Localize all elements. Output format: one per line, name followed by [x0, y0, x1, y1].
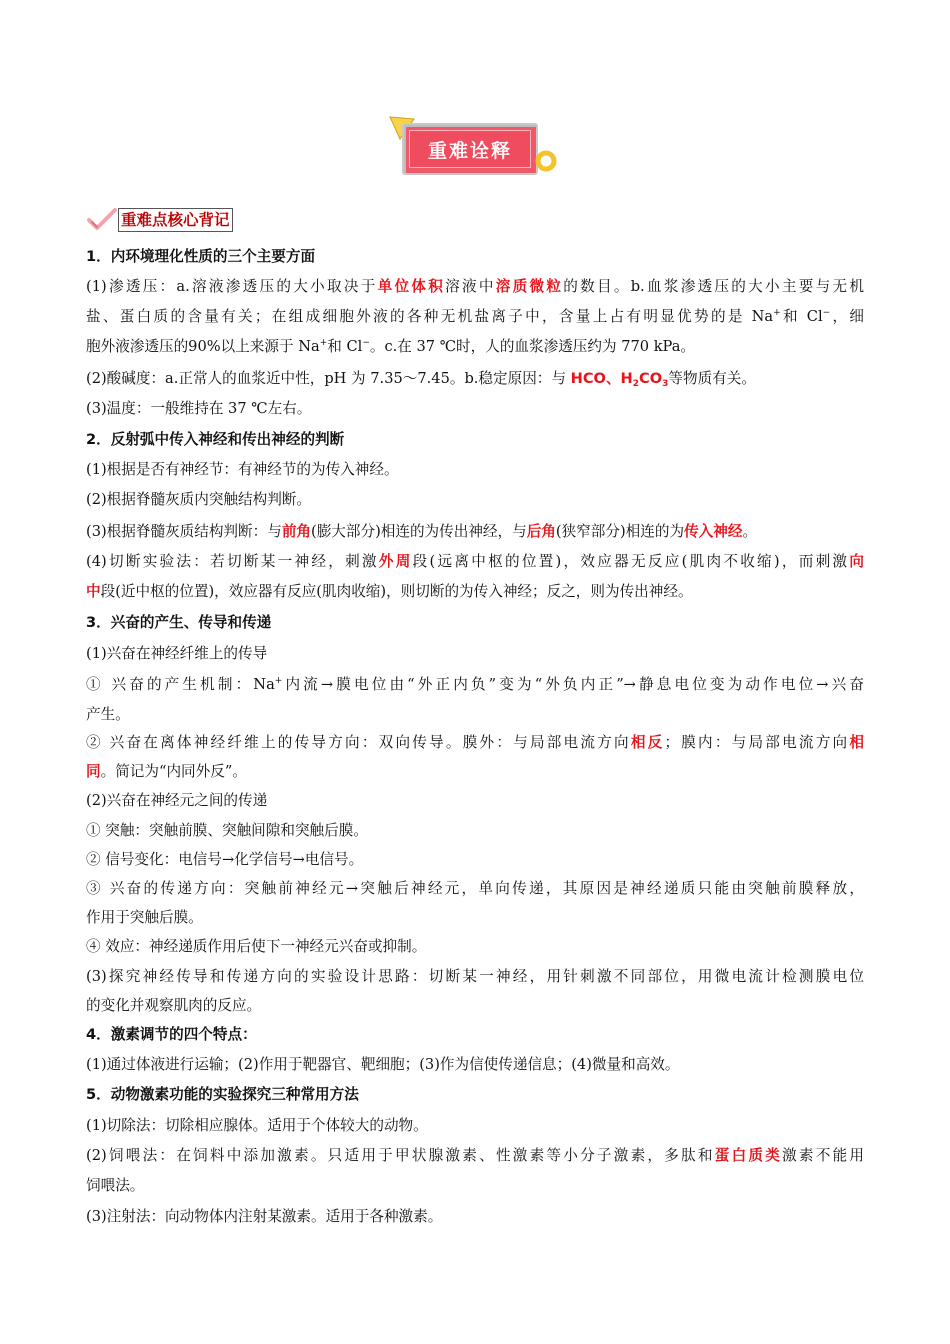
section-heading: [86, 205, 233, 235]
heading-1: 1．内环境理化性质的三个主要方面: [86, 248, 316, 265]
heading-5: 5．动物激素功能的实验探究三种常用方法: [86, 1086, 359, 1103]
para-3-2-2: ② 信号变化：电信号→化学信号→电信号。: [86, 851, 364, 868]
para-2-4: (4)切断实验法：若切断某一神经，刺激外周段(远离中枢的位置)，效应器无反应(肌肉不收缩)，而刺激向: [86, 553, 864, 570]
para-3-1-2-line2: 同。简记为“内同外反”。: [86, 763, 247, 780]
section-banner: [386, 113, 562, 183]
para-3-1-2: ② 兴奋在离体神经纤维上的传导方向：双向传导。膜外：与局部电流方向相反；膜内：与局部电流方向相: [86, 734, 864, 751]
heading-3: 3．兴奋的产生、传导和传递: [86, 614, 272, 631]
para-3-3: (3)探究神经传导和传递方向的实验设计思路：切断某一神经，用针刺激不同部位，用微电流计检测膜电位: [86, 968, 864, 985]
para-1-1-line3: 胞外液渗透压的90%以上来源于 Na+和 Cl−。c.在 37 ℃时，人的血浆渗透压约为 770 kPa。: [86, 338, 695, 355]
para-4-1: (1)通过体液进行运输；(2)作用于靶器官、靶细胞；(3)作为信使传递信息；(4)微量和高效。: [86, 1056, 680, 1073]
heading-4: 4．激素调节的四个特点：: [86, 1026, 257, 1043]
para-5-3: (3)注射法：向动物体内注射某激素。适用于各种激素。: [86, 1208, 443, 1225]
para-1-2: (2)酸碱度：a.正常人的血浆近中性，pH 为 7.35～7.45。b.稳定原因：与 HCO、$H_2CO_3$等物质有关。: [86, 370, 756, 389]
para-3-3-line2: 的变化并观察肌肉的反应。: [86, 997, 262, 1014]
ring-icon: [534, 149, 558, 173]
para-3-2: (2)兴奋在神经元之间的传递: [86, 792, 268, 809]
section-title: 重难点核心背记: [118, 208, 233, 232]
para-3-2-1: ① 突触：突触前膜、突触间隙和突触后膜。: [86, 822, 368, 839]
para-3-1-1: ① 兴奋的产生机制：Na+内流→膜电位由“外正内负”变为“外负内正”→静息电位变为动作电位→兴奋: [86, 676, 864, 693]
para-5-2: (2)饲喂法：在饲料中添加激素。只适用于甲状腺激素、性激素等小分子激素，多肽和蛋白质类激素不能用: [86, 1147, 864, 1164]
para-1-3: (3)温度：一般维持在 37 ℃左右。: [86, 400, 312, 417]
para-5-2-line2: 饲喂法。: [86, 1177, 145, 1194]
para-2-4-line2: 中段(近中枢的位置)，效应器有反应(肌肉收缩)，则切断的为传入神经；反之，则为传出神经。: [86, 583, 693, 600]
banner-title: 重难诠释: [409, 130, 531, 168]
heading-2: 2．反射弧中传入神经和传出神经的判断: [86, 431, 345, 448]
para-3-2-3-line2: 作用于突触后膜。: [86, 909, 203, 926]
banner-box: [402, 123, 538, 175]
para-3-1-1-line2: 产生。: [86, 706, 130, 723]
para-3-2-4: ④ 效应：神经递质作用后使下一神经元兴奋或抑制。: [86, 938, 427, 955]
para-5-1: (1)切除法：切除相应腺体。适用于个体较大的动物。: [86, 1117, 428, 1134]
para-3-2-3: ③ 兴奋的传递方向：突触前神经元→突触后神经元，单向传递，其原因是神经递质只能由突触前膜释放，: [86, 880, 864, 897]
para-2-3: (3)根据脊髓灰质结构判断：与前角(膨大部分)相连的为传出神经，与后角(狭窄部分)相连的为传入神经。: [86, 523, 758, 540]
para-3-1: (1)兴奋在神经纤维上的传导: [86, 645, 268, 662]
checkmark-icon: [86, 207, 118, 233]
para-2-2: (2)根据脊髓灰质内突触结构判断。: [86, 491, 311, 508]
para-2-1: (1)根据是否有神经节：有神经节的为传入神经。: [86, 461, 399, 478]
para-1-1: (1)渗透压：a.溶液渗透压的大小取决于单位体积溶液中溶质微粒的数目。b.血浆渗透压的大小主要与无机: [86, 278, 864, 295]
para-1-1-line2: 盐、蛋白质的含量有关；在组成细胞外液的各种无机盐离子中，含量上占有明显优势的是 Na+和 Cl−，细: [86, 308, 864, 325]
